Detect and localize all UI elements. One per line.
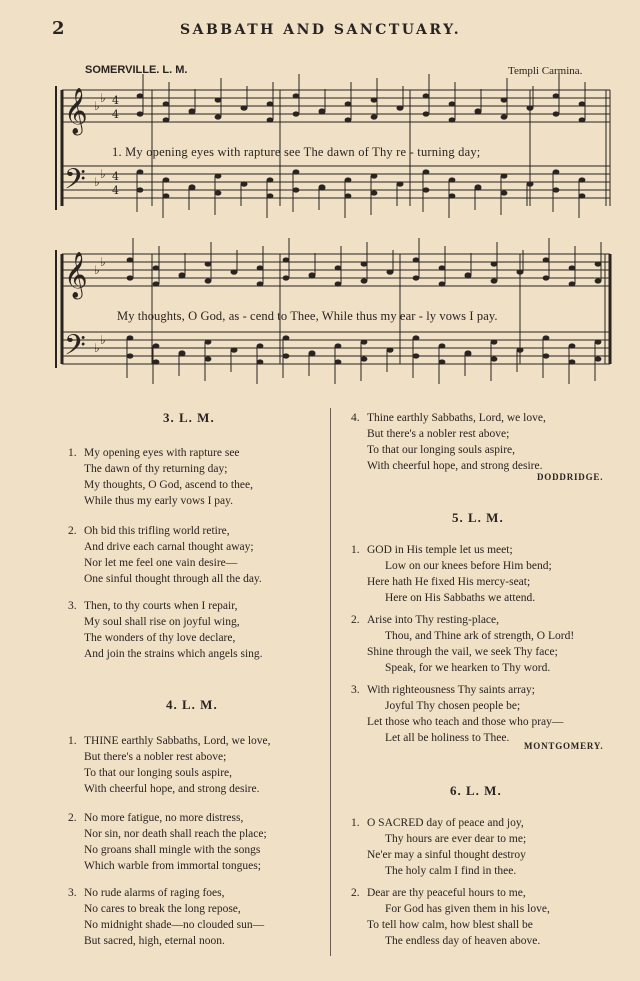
svg-text:♭: ♭ [94,99,100,113]
hymn-3-stanza-3: 3. Then, to thy courts when I repair, My soul shall rise on joyful wing, The wonders of thy love declare, And join the strains which angels sing. [68,600,263,660]
lyrics-line-2: My thoughts, O God, as - cend to Thee, While thus my ear - ly vows I pay. [117,309,498,323]
hymn-6-stanza-1: 1. O SACRED day of peace and joy, Thy hours are ever dear to me; Ne'er may a sinful thought destroy The holy calm I find in thee. [351,817,527,877]
svg-text:♭: ♭ [94,175,100,189]
hymn-4-stanza-1: 1. THINE earthly Sabbaths, Lord, we love, But there's a nobler rest above; To that our longing souls aspire, With cheerful hope, and strong desire. [68,735,271,795]
hymn-4-stanza-4: 4. Thine earthly Sabbaths, Lord, we love, But there's a nobler rest above; To that our longing souls aspire, With cheerful hope, and strong desire. [351,412,546,472]
tune-source: Templi Carmina. [508,65,583,77]
page-header [0,14,640,44]
music-score [0,70,640,390]
svg-text:♭: ♭ [94,263,100,277]
svg-text:4: 4 [112,184,119,197]
svg-text:𝄞: 𝄞 [64,88,88,134]
svg-text:♭: ♭ [100,255,106,269]
hymn-5-stanza-1: 1. GOD in His temple let us meet; Low on our knees before Him bend; Here hath He fixed His mercy-seat; Here on His Sabbaths we attend. [351,544,552,604]
hymn-3-heading: 3. L. M. [163,410,215,425]
hymn-5-stanza-2: 2. Arise into Thy resting-place, Thou, and Thine ark of strength, O Lord! Shine through the vail, we seek Thy face; Speak, for we hearken to Thy word. [351,614,575,674]
hymn-3-stanza-2: 2. Oh bid this trifling world retire, And drive each carnal thought away; Nor let me feel one vain desire— One sinful thought through all the day. [68,525,262,585]
hymn-4-stanza-2: 2. No more fatigue, no more distress, Nor sin, nor death shall reach the place; No groans shall mingle with the songs Which warble from immortal tongues; [68,812,267,872]
svg-text:𝄢: 𝄢 [64,163,86,203]
tune-name: SOMERVILLE. L. M. [85,64,188,76]
staff-lines [56,86,610,368]
hymn-4-heading: 4. L. M. [166,697,218,712]
svg-text:𝄞: 𝄞 [64,252,88,298]
svg-text:♭: ♭ [100,167,106,181]
hymn-5-stanza-3: 3. With righteousness Thy saints array; Joyful Thy chosen people be; Let those who teach and those who pray— Let all be holiness to Thee. [351,684,564,744]
hymn-5-heading: 5. L. M. [452,510,504,525]
hymn-4-author: DODDRIDGE. [537,472,604,482]
running-title: SABBATH AND SANCTUARY. [180,22,462,38]
svg-text:4: 4 [112,94,119,107]
hymn-6-stanza-2: 2. Dear are thy peaceful hours to me, For God has given them in his love, To tell how calm, how blest shall be The endless day of heaven above. [351,887,550,947]
svg-text:𝄢: 𝄢 [64,329,86,369]
hymn-3-stanza-1: 1. My opening eyes with rapture see The dawn of thy returning day; My thoughts, O God, ascend to thee, While thus my early vows I pay. [68,447,253,507]
page-number: 2 [52,18,65,39]
column-divider [330,408,331,956]
hymn-4-stanza-3: 3. No rude alarms of raging foes, No cares to break the long repose, No midnight shade—no clouded sun— But sacred, high, eternal noon. [68,887,265,947]
svg-text:4: 4 [112,108,119,121]
svg-text:♭: ♭ [94,341,100,355]
hymn-5-author: MONTGOMERY. [524,741,604,751]
svg-text:♭: ♭ [100,333,106,347]
clefs-and-signatures [64,88,119,369]
svg-text:♭: ♭ [100,91,106,105]
svg-text:4: 4 [112,170,119,183]
lyrics-line-1: 1. My opening eyes with rapture see The dawn of Thy re - turning day; [112,145,481,159]
hymn-6-heading: 6. L. M. [450,783,502,798]
